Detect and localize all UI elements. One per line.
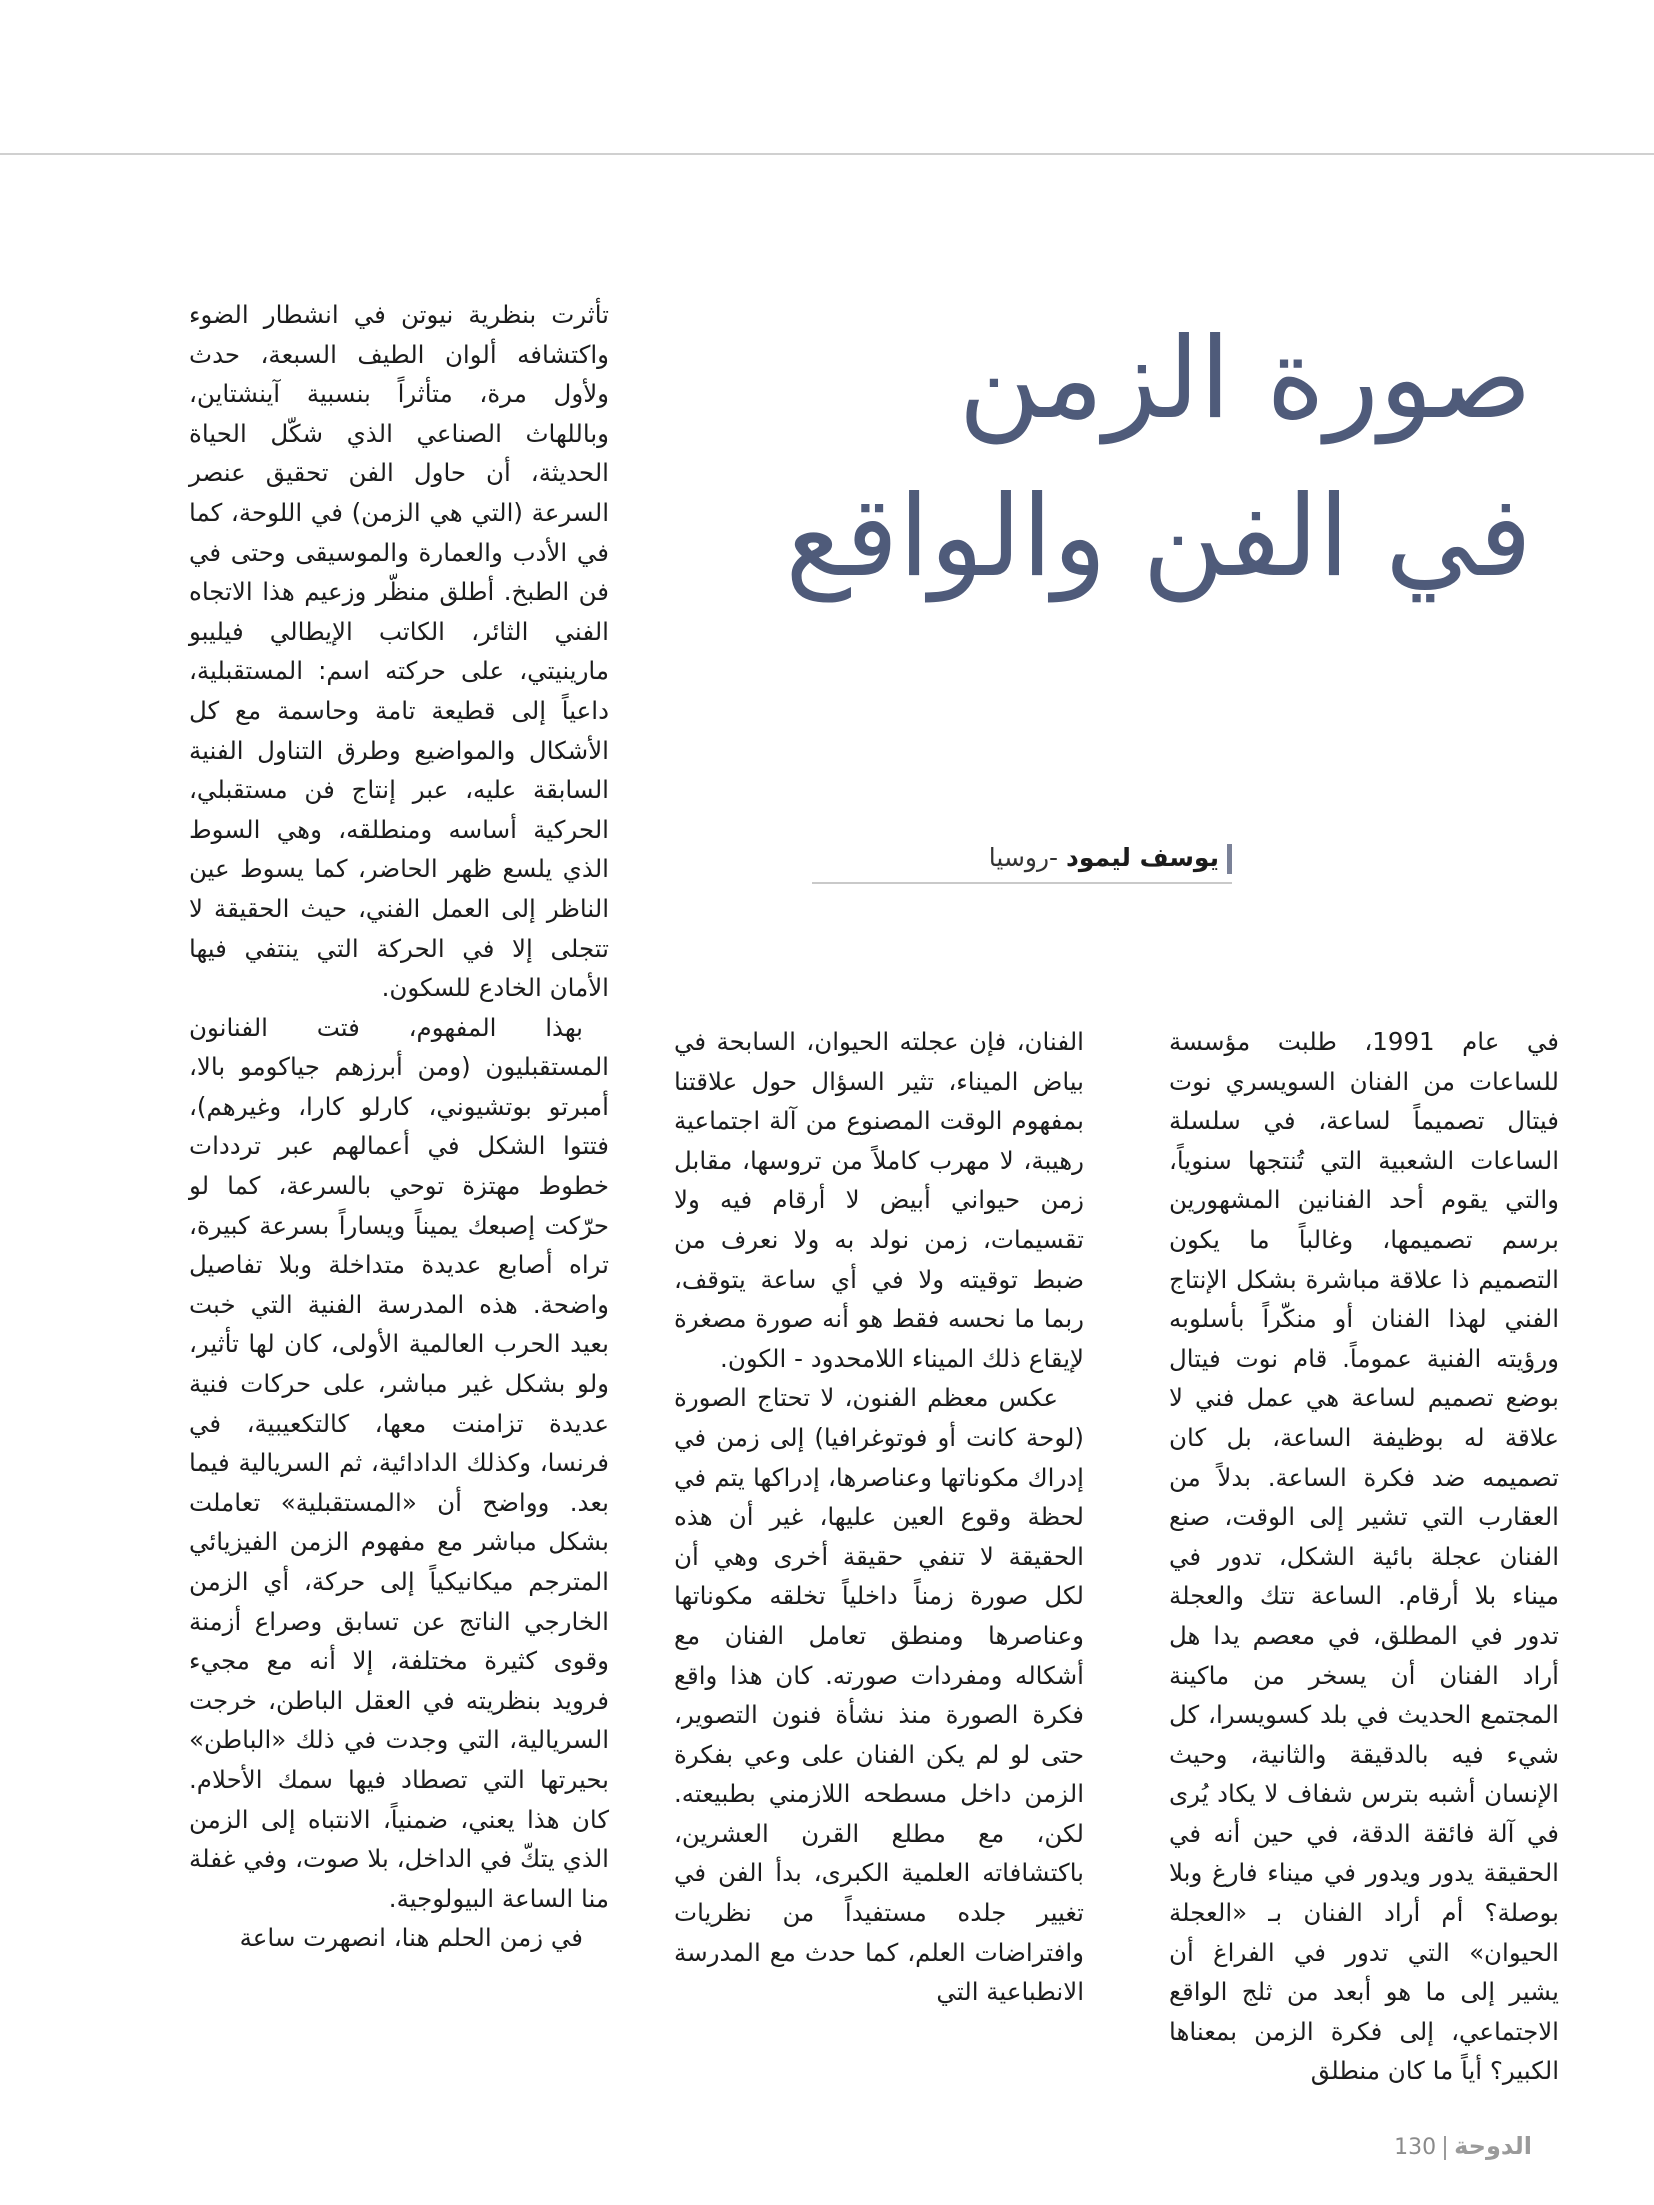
column-right — [1169, 1022, 1559, 2091]
byline — [812, 838, 1232, 884]
header-rule — [0, 153, 1654, 155]
article-title-line-1: صورة الزمن — [958, 314, 1532, 444]
paragraph: في عام 1991، طلبت مؤسسة للساعات من الفنان السويسري نوت فيتال تصميماً لساعة، في سلسلة الساعات الشعبية التي تُنتجها سنوياً، والتي يقوم أحد الفنانين المشهورين برسم تصميمها، وغالباً ما يكون التصميم ذا علاقة مباشرة بشكل الإنتاج الفني لهذا الفنان أو منكّراً بأسلوبه ورؤيته الفنية عموماً. قام نوت فيتال بوضع تصميم لساعة هي عمل فني لا علاقة له بوظيفة الساعة، بل كان تصميمه ضد فكرة الساعة. بدلاً من العقارب التي تشير إلى الوقت، صنع الفنان عجلة بائية الشكل، تدور في ميناء بلا أرقام. الساعة تتك والعجلة تدور في المطلق، في معصم يدا هل أراد الفنان أن يسخر من ماكينة المجتمع الحديث في بلد كسويسرا، كل شيء فيه بالدقيقة والثانية، وحيث الإنسان أشبه بترس شفاف لا يكاد يُرى في آلة فائقة الدقة، في حين أنه في الحقيقة يدور ويدور في ميناء فارغ وبلا بوصلة؟ أم أراد الفنان بـ «العجلة الحيوان» التي تدور في الفراغ أن يشير إلى ما هو أبعد من ثلج الواقع الاجتماعي، إلى فكرة الزمن بمعناها الكبير؟ أياً ما كان منطلق — [1169, 1027, 1559, 2086]
author-country: -روسيا — [988, 843, 1059, 872]
byline-accent-bar — [1227, 844, 1232, 874]
author-name: يوسف ليمود — [1066, 843, 1219, 872]
paragraph: بهذا المفهوم، فتت الفنانون المستقبليون (ومن أبرزهم جياكومو بالا، أمبرتو بوتشيوني، كارلو كارا، وغيرهم)، فتتوا الشكل في أعمالهم عبر ترددات خطوط مهتزة توحي بالسرعة، كما لو حرّكت إصبعك يميناً ويساراً بسرعة كبيرة، تراه أصابع عديدة متداخلة وبلا تفاصيل واضحة. هذه المدرسة الفنية التي خبت بعيد الحرب العالمية الأولى، كان لها تأثير، ولو بشكل غير مباشر، على حركات فنية عديدة تزامنت معها، كالتكعيبية، في فرنسا، وكذلك الدادائية، ثم السريالية فيما بعد. وواضح أن «المستقبلية» تعاملت بشكل مباشر مع مفهوم الزمن الفيزيائي المترجم ميكانيكياً إلى حركة، أي الزمن الخارجي الناتج عن تسابق وصراع أزمنة وقوى كثيرة مختلفة، إلا أنه مع مجيء فرويد بنظريته في العقل الباطن، خرجت السريالية، التي وجدت في ذلك «الباطن» بحيرتها التي تصطاد فيها سمك الأحلام. كان هذا يعني، ضمنياً، الانتباه إلى الزمن الذي يتكّ في الداخل، بلا صوت، وفي غفلة منا الساعة البيولوجية. — [189, 1012, 609, 1913]
paragraph: في زمن الحلم هنا، انصهرت ساعة — [239, 1923, 583, 1953]
page-number: 130 — [1394, 2135, 1437, 2160]
article-title-line-2: في الفن والواقع — [785, 472, 1532, 602]
paragraph: الفنان، فإن عجلته الحيوان، السابحة في بياض الميناء، تثير السؤال حول علاقتنا بمفهوم الوقت المصنوع من آلة اجتماعية رهيبة، لا مهرب كاملاً من تروسها، مقابل زمن حيواني أبيض لا أرقام فيه ولا تقسيمات، زمن نولد به ولا نعرف من ضبط توقيته ولا في أي ساعة يتوقف، ربما ما نحسه فقط هو أنه صورة مصغرة لإيقاع ذلك الميناء اللامحدود - الكون. — [674, 1027, 1084, 1373]
column-middle — [674, 1022, 1084, 2012]
paragraph: تأثرت بنظرية نيوتن في انشطار الضوء واكتشافه ألوان الطيف السبعة، حدث ولأول مرة، متأثراً بنسبية آينشتاين، وباللهاث الصناعي الذي شكّل الحياة الحديثة، أن حاول الفن تحقيق عنصر السرعة (التي هي الزمن) في اللوحة، كما في الأدب والعمارة والموسيقى وحتى في فن الطبخ. أطلق منظّر وزعيم هذا الاتجاه الفني الثائر، الكاتب الإيطالي فيليبو مارينيتي، على حركته اسم: المستقبلية، داعياً إلى قطيعة تامة وحاسمة مع كل الأشكال والمواضيع وطرق التناول الفنية السابقة عليه، عبر إنتاج فن مستقبلي، الحركية أساسه ومنطلقه، وهي السوط الذي يلسع ظهر الحاضر، كما يسوط عين الناظر إلى العمل الفني، حيث الحقيقة لا تتجلى إلا في الحركة التي ينتفي فيها الأمان الخادع للسكون. — [189, 300, 609, 1003]
magazine-name: الدوحة — [1454, 2132, 1532, 2160]
page-footer — [1394, 2132, 1532, 2160]
paragraph: عكس معظم الفنون، لا تحتاج الصورة (لوحة كانت أو فوتوغرافيا) إلى زمن في إدراك مكوناتها وعناصرها، إدراكها يتم في لحظة وقوع العين عليها، غير أن هذه الحقيقة لا تنفي حقيقة أخرى وهي أن لكل صورة زمناً داخلياً تخلقه مكوناتها وعناصرها ومنطق تعامل الفنان مع أشكاله ومفردات صورته. كان هذا واقع فكرة الصورة منذ نشأة فنون التصوير، حتى لو لم يكن الفنان على وعي بفكرة الزمن داخل مسطحه اللازمني بطبيعته. لكن، مع مطلع القرن العشرين، باكتشافاته العلمية الكبرى، بدأ الفن في تغيير جلده مستفيداً من نظريات وافتراضات العلم، كما حدث مع المدرسة الانطباعية التي — [674, 1383, 1084, 2007]
column-left — [189, 295, 609, 1958]
article-title — [532, 300, 1532, 616]
footer-divider — [1444, 2136, 1446, 2160]
